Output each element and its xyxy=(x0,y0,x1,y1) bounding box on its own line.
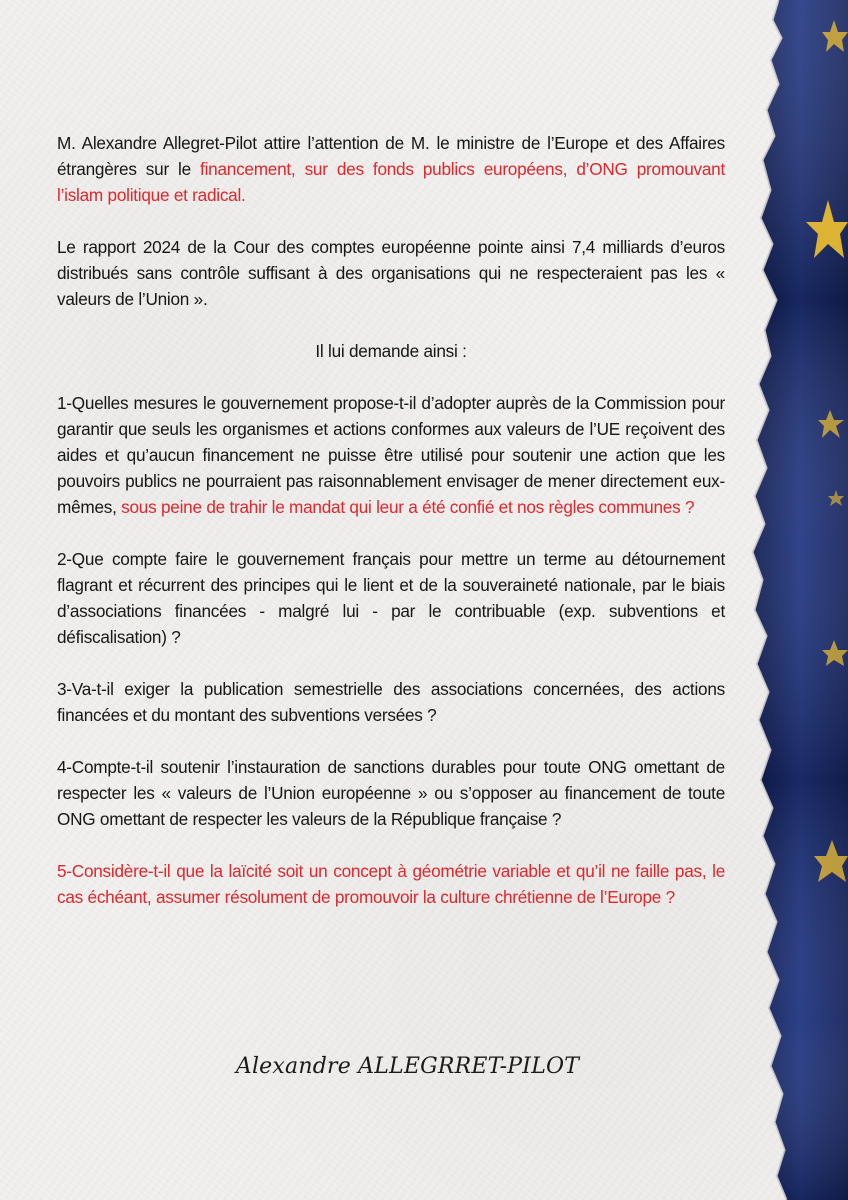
intro-text: M. Alexandre Allegret-Pilot attire l’attention de M. le ministre de l’Europe et des Affaires étrangères sur le xyxy=(57,133,725,179)
question-2: 2-Que compte faire le gouvernement français pour mettre un terme au détournement flagrant et récurrent des principes qui le lient et de la souveraineté nationale, par le biais d’associations financées - malgré lui - par le contribuable (exp. subventions et défiscalisation) ? xyxy=(57,549,725,647)
question-1-highlight: sous peine de trahir le mandat qui leur a été confié et nos règles communes ? xyxy=(121,497,695,517)
question-5: 5-Considère-t-il que la laïcité soit un concept à géométrie variable et qu’il ne faille pas, le cas échéant, assumer résolument de promouvoir la culture chrétienne de l’Europe ? xyxy=(57,861,725,907)
request-heading: Il lui demande ainsi : xyxy=(315,341,467,361)
document-body xyxy=(57,130,725,910)
question-1 xyxy=(57,390,725,520)
question-3: 3-Va-t-il exiger la publication semestrielle des associations concernées, des actions financées et du montant des subventions versées ? xyxy=(57,679,725,725)
question-1-text: 1-Quelles mesures le gouvernement propose-t-il d’adopter auprès de la Commission pour garantir que seuls les organismes et actions conformes aux valeurs de l’UE reçoivent des aides et qu’aucun financement ne puisse être utilisé pour soutenir une action que les pouvoirs publics ne pourraient pas raisonnablement envisager de mener directement eux-mêmes, xyxy=(57,393,725,517)
intro-paragraph xyxy=(57,130,725,208)
eu-flag-edge xyxy=(748,0,848,1200)
signature: Alexandre ALLEGRRET-PILOT xyxy=(235,1054,580,1079)
report-paragraph: Le rapport 2024 de la Cour des comptes européenne pointe ainsi 7,4 milliards d’euros distribués sans contrôle suffisant à des organisations qui ne respecteraient pas les « valeurs de l’Union ». xyxy=(57,237,725,309)
intro-highlight: financement, sur des fonds publics européens, d’ONG promouvant l’islam politique et radical. xyxy=(57,159,726,205)
question-4: 4-Compte-t-il soutenir l’instauration de sanctions durables pour toute ONG omettant de respecter les « valeurs de l’Union européenne » ou s’opposer au financement de toute ONG omettant de respecter les valeurs de la République française ? xyxy=(57,757,725,829)
